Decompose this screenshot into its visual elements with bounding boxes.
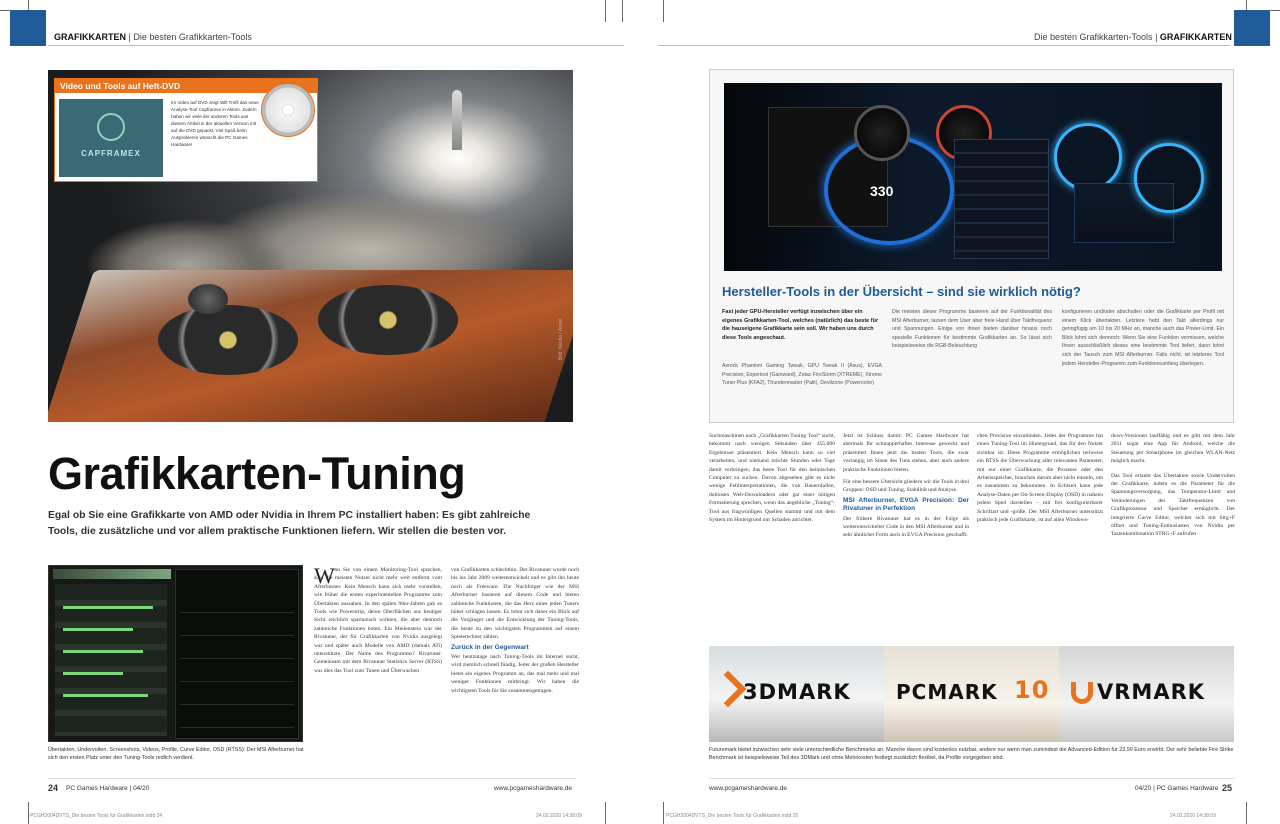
- vrmark-panel: [1059, 646, 1234, 742]
- header-rule: [658, 45, 1230, 46]
- print-slug-date: 24.02.2020 14:38:09: [1170, 813, 1216, 819]
- body-paragraph: Für eine bessere Übersicht gliedern wir die Tools in drei Gruppen: OSD und Tuning, Stabilität und Analyse.: [843, 479, 969, 494]
- body-paragraph: von Grafikkarten schlechthin. Der Rivatuner wurde noch bis ins Jahr 2009 weiterentwickelt und es gibt ihn heute noch als Freeware. Die Nachfolger wie der MSI Afterburner basieren auf diesem Code und bieten zahlreiche Funktionen, die das Herz eines jeden Tuners höher schlagen lassen. Es lohnt sich daher ein Blick auf die Vorgänger und die Entwicklung der Tuning-Tools, die heute zu den wichtigsten Programmen auf einem Spielerechner zählen.: [451, 567, 579, 641]
- pcmark-panel: [884, 646, 1059, 742]
- 3dmark-logo-icon: [710, 671, 747, 708]
- slider-bar: [63, 650, 143, 653]
- header-section: GRAFIKKARTEN: [1159, 32, 1232, 42]
- box-tool-list: Asrock Phantom Gaming Tweak, GPU Tweak II (Asus), EVGA Precision, Expertool (Gainward), Zotac FireStorm (XTREME), Xtreme Tuner Plus (KFA2), Thundermaster (Palit), Devilzone (Powercolor): [722, 363, 882, 387]
- body-column: [1111, 432, 1235, 632]
- body-column: Suchmaschinen nach „Grafikkarten Tuning Tool“ sucht, bekommt nach wenigen Sekunden über 455.000 Ergebnisse präsentiert. Kein Mensch kann so viel verarbeiten, und niemand möchte Stunden oder Tage damit verbringen, das beste Tool für den heimischen Computer zu suchen. Davon abgesehen gibt es nicht wenige Fehlinterpretationen, die von Bauernfallen, dubiosen Web-Downloadern oder gar einer nötigen Formatierung sprechen, wenn das angebliche „Tuning“-Tool aus fragwürdigen Quellen stammt und mit dem System im Hintergrund nur Schaden anrichtet.: [709, 433, 835, 524]
- subheading-block: [843, 495, 969, 515]
- crop-mark: [28, 802, 29, 824]
- 3dmark-panel: [709, 646, 884, 742]
- body-column: [451, 566, 579, 760]
- settings-panel: [954, 139, 1049, 259]
- crop-mark: [663, 0, 664, 22]
- slider-bar: [63, 672, 123, 675]
- running-header: Die besten Grafikkarten-Tools | GRAFIKKARTEN: [1034, 32, 1232, 42]
- print-slug: PCGH2004DVTS_Die besten Tools für Grafikkarten.indd 25: [666, 813, 799, 819]
- capframex-logo: [59, 99, 163, 177]
- slider-bar: [63, 628, 133, 631]
- dvd-disc-icon: [261, 83, 315, 137]
- running-header: GRAFIKKARTEN | Die besten Grafikkarten-Tools: [54, 32, 252, 42]
- drop-cap: W: [314, 563, 335, 588]
- print-slug-date: 24.02.2020 14:38:09: [536, 813, 582, 819]
- section-tab: [10, 10, 46, 46]
- body-paragraph: Wer heutzutage nach Tuning-Tools im Internet sucht, wird ziemlich schnell fündig. Jeder der großen Hersteller bietet ein eigenes Programm an, das mal mehr und mal weniger Funktionen mitbringt. Wir haben die wichtigsten Tools für Sie zusammengetragen.: [451, 654, 579, 694]
- page-number: 24: [48, 783, 59, 793]
- dvd-info-box: [54, 78, 318, 182]
- slider-bar: [63, 694, 148, 697]
- footer-url: www.pcgameshardware.de: [709, 785, 788, 792]
- body-paragraph: Der frühere Rivatuner hat es in der Folge als weiterentwickelter Code in den MSI Afterburner und in sehr ähnlicher Form auch in EVGA Precision geschafft.: [843, 515, 969, 539]
- box-lead: Fast jeder GPU-Hersteller verfügt inzwischen über ein eigenes Grafikkarten-Tool, welches (natürlich) das beste für die hauseigene Grafikkarte sein soll. Wir haben uns durch diese Tools angeschaut.: [722, 309, 879, 341]
- footer-url: www.pcgameshardware.de: [494, 785, 573, 792]
- body-column: chen Provision einzubinden. Jedes der Programme hat einen Tuning-Tool im Hintergrund, das für den Nutzer sichtbar ist. Diese Programme ermöglichen teilweise ein RTSS die Überwachung aller relevanten Parameter, mit nur einer Grafikkarte, die Prozesse oder den Arbeitsspeicher, brauchen darum aber nicht einzeln, um es zusammen zu bekommen. In Echtzeit kann jede Analyse-Daten per On-Screen-Display (OSD) in nahezu jedem Spiel darstellen – mit frei konfigurierbarer Schriftart und -größe. Der MSI Afterburner unterstützt praktisch jede Grafikkarte, ist auf allen Windows-: [977, 433, 1103, 524]
- photo-credit: Bild: Nvidia / Ansel: [558, 318, 564, 360]
- small-gauge-icon: [854, 105, 910, 161]
- footer-rule: [48, 778, 576, 779]
- footer-rule: [709, 778, 1235, 779]
- body-column: [843, 432, 969, 632]
- page-number: 25: [1222, 783, 1233, 793]
- tuning-tool-screenshot: [724, 83, 1222, 271]
- pcmark-logo-text: PCMARK: [896, 680, 998, 704]
- article-title: Grafikkarten-Tuning: [48, 448, 466, 499]
- graph-grid: [180, 590, 294, 730]
- crop-mark: [1246, 802, 1247, 824]
- footer-magazine: 04/20 | PC Games Hardware: [1135, 785, 1219, 792]
- slider-bar: [63, 606, 153, 609]
- body-column: enn Sie von einem Monitoring-Tool sprechen, sind die meisten Nutzer nicht mehr weit entfernt vom Afterburner. Kein Mensch kann sich mehr vorstellen, wie früher die ersten experimentellen Programme zum Übertakten aussahen. In den späten 90er-Jahren gab es Tools wie Powerstrip, deren Oberflächen aus heutiger Sicht reichlich spartanisch wirkten, die aber dennoch zahlreiche Funktionen boten. Ein Meilenstein war der Rivatuner, der für Grafikkarten von Nvidia ausgelegt war und später auch Modelle von AMD (damals ATi) unterstützte. Der Name des Programms? Rivatuner. Gemeinsam mit dem Rivatuner Statistics Server (RTSS) war dies das Tool zum Tunen und Überwachen: [314, 567, 442, 674]
- header-subtitle: Die besten Grafikkarten-Tools: [1034, 32, 1153, 42]
- print-slug: PCGH2004DVTS_Die besten Tools für Grafikkarten.indd 24: [30, 813, 163, 819]
- body-paragraph: dows-Versionen lauffähig und es gibt mit dem Jahr 2011 sogar eine App für Android, welche die Steuerung per Smartphone im gleichen WLAN-Netz möglich macht.: [1111, 433, 1235, 465]
- rocket-shape: [452, 90, 462, 150]
- subheading: MSI Afterburner, EVGA Precision: Der Rivatuner in Perfektion: [843, 496, 969, 513]
- pcmark-version: 10: [1014, 676, 1050, 704]
- vrmark-logo-icon: [1071, 682, 1093, 704]
- subheading-block: [451, 642, 579, 653]
- box-column: Die meisten dieser Programme basieren auf der Funktionalität des MSI Afterburner, lassen dem User aber freie Hand über Taktfrequenz und Spannungen. Einige von ihnen bieten darüber hinaus noch spezielle Funktionen für bestimmte Grafikkarten an. So lässt sich beispielsweise die RGB-Beleuchtung: [892, 309, 1052, 350]
- gauge-icon: [1054, 123, 1122, 191]
- benchmark-caption: Futuremark bietet inzwischen sehr viele unterschiedliche Benchmarks an. Manche davon sind kostenlos nutzbar, andere nur wenn man zumindest die Advanced-Edition für 23,99 Euro erwirbt. Der sehr beliebte Fire Strike Benchmark ist beispielsweise Teil des 3DMark und ohne Mehrkosten festlegt zusätzlich flexibel, da Profile vorgegeben sind.: [709, 747, 1234, 761]
- vrmark-logo-text: VRMARK: [1097, 680, 1206, 704]
- subheading: Zurück in der Gegenwart: [451, 643, 529, 651]
- window-titlebar: [53, 569, 171, 579]
- box-title: Hersteller-Tools in der Übersicht – sind sie wirklich nötig?: [722, 284, 1081, 299]
- crop-mark: [622, 0, 623, 22]
- dvd-box-text: Im Video auf DVD zeigt Will Trefil das neue Analyse-Tool Capframex in Aktion. Zudem haben wir viele der anderen Tools aus diesem Artikel in der aktuellen Version mit auf die DVD gepackt. Viel Spaß beim Ausprobieren wünscht die PC Games Hardware!: [171, 100, 259, 147]
- footer-magazine: PC Games Hardware | 04/20: [66, 785, 150, 792]
- benchmark-banner: [709, 646, 1234, 742]
- fan-shape: [318, 285, 458, 355]
- screenshot-caption: Übertakten, Undervolten, Screenshots, Videos, Profile, Curve Editor, OSD (RTSS): Der MSI Afterburner hat sich den ersten Platz unter den Tuning-Tools redlich verdient.: [48, 747, 304, 761]
- gauge-icon: [1134, 143, 1204, 213]
- fan-shape: [158, 305, 298, 375]
- box-column: konfigurieren und/oder abschalten oder die Grafikkarte per Profil mit einem Klick übertakten. Letztere hebt den Takt allerdings nur geringfügig um 10 bis 20 MHz an, manche auch das Power-Limit. Ein Blick lohnt sich dennoch: Wenn Sie eine Funktion vermissen, welche Ihnen ausschließlich dieses eine bestimmte Tool liefert, dann lohnt sich der Tausch zum MSI Afterburner. Falls nicht, ist letzteres Tool jedem Hersteller-Programm zum Funktionsumfang überlegen.: [1062, 309, 1224, 367]
- manufacturer-tools-box: [709, 69, 1234, 423]
- graphics-card-shape: [48, 270, 573, 422]
- 3dmark-logo-text: 3DMARK: [743, 680, 851, 704]
- section-tab: [1234, 10, 1270, 46]
- monitoring-graph-panel: [175, 569, 299, 739]
- capframex-logo-text: CAPFRAMEX: [81, 149, 141, 158]
- afterburner-screenshot: [48, 565, 303, 742]
- header-subtitle: Die besten Grafikkarten-Tools: [133, 32, 252, 42]
- dvd-box-title: Video und Tools auf Heft-DVD: [55, 79, 317, 93]
- cap-shape: [188, 284, 228, 314]
- crop-mark: [663, 802, 664, 824]
- header-rule: [48, 45, 624, 46]
- gauge-readout: 330: [870, 183, 894, 199]
- header-section: GRAFIKKARTEN: [54, 32, 126, 42]
- crop-mark: [605, 0, 606, 22]
- crop-mark: [605, 802, 606, 824]
- body-paragraph: Das Tool erlaubt das Übertakten sowie Undervolten der Grafikkarte, indem es die Parameter für die Spannungsversorgung, das Temperatur-Limit und Veränderungen der Taktfrequenzen von Grafikprozessor und Speicher ermöglicht. Der integrierte Curve Editor, welcher sich mit Strg+F öffnet und Tuning-Enthusiasten von Nvidia per Tastenkombination STRG+F aufrufen: [1111, 472, 1235, 538]
- body-paragraph: Jetzt ist Schluss damit: PC Games Hardware hat abermals Ihr schnupperhaftes Interesse geweckt und präsentiert Ihnen jetzt die besten Tools, die zwar vorrangig im Sinne des Tuns stehen, aber auch andere praktische Funktionen bieten.: [843, 433, 969, 473]
- capframex-icon: [97, 113, 125, 141]
- article-lead: Egal ob Sie eine Grafikkarte von AMD oder Nvidia in Ihrem PC installiert haben: Es gibt zahlreiche Tools, die zusätzliche und vor allem praktische Funktionen liefern. Wir stellen die besten vor.: [48, 510, 531, 537]
